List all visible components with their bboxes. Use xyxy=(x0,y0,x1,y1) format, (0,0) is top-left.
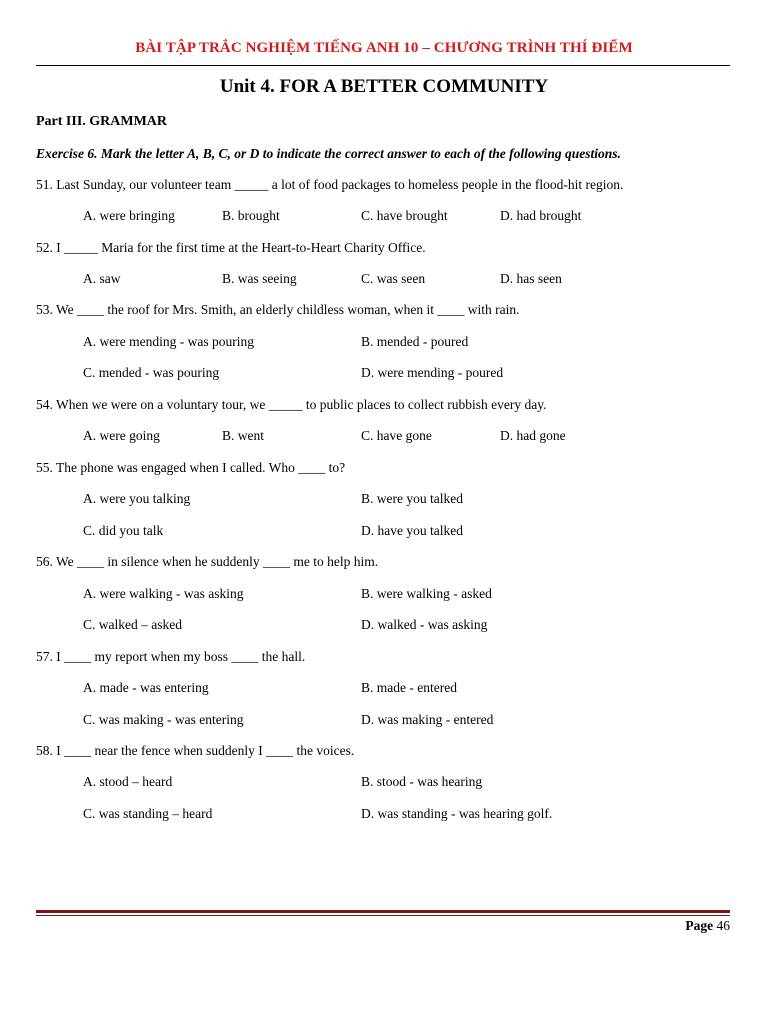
option-57-b: B. made - entered xyxy=(361,680,457,695)
option-54-d: D. had gone xyxy=(500,428,566,443)
exercise-instruction: Exercise 6. Mark the letter A, B, C, or D to indicate the correct answer to each of the following questions. xyxy=(36,146,621,161)
option-52-b: B. was seeing xyxy=(222,271,297,286)
question-54: 54. When we were on a voluntary tour, we _____ to public places to collect rubbish every day. xyxy=(36,397,547,412)
option-56-c: C. walked – asked xyxy=(83,617,182,632)
question-56: 56. We ____ in silence when he suddenly ____ me to help him. xyxy=(36,554,379,569)
option-52-c: C. was seen xyxy=(361,271,426,286)
option-57-d: D. was making - entered xyxy=(361,712,494,727)
question-51: 51. Last Sunday, our volunteer team _____ a lot of food packages to homeless people in the flood-hit region. xyxy=(36,177,624,192)
option-56-d: D. walked - was asking xyxy=(361,617,488,632)
option-56-b: B. were walking - asked xyxy=(361,586,492,601)
option-58-a: A. stood – heard xyxy=(83,774,173,789)
option-53-a: A. were mending - was pouring xyxy=(83,334,254,349)
option-58-c: C. was standing – heard xyxy=(83,806,213,821)
page-number: 46 xyxy=(716,918,730,933)
document-banner: BÀI TẬP TRẮC NGHIỆM TIẾNG ANH 10 – CHƯƠNG TRÌNH THÍ ĐIỂM xyxy=(135,40,633,56)
option-51-d: D. had brought xyxy=(500,208,582,223)
option-57-c: C. was making - was entering xyxy=(83,712,244,727)
option-54-c: C. have gone xyxy=(361,428,432,443)
option-55-c: C. did you talk xyxy=(83,523,164,538)
option-52-a: A. saw xyxy=(83,271,121,286)
option-53-b: B. mended - poured xyxy=(361,334,469,349)
option-51-c: C. have brought xyxy=(361,208,448,223)
question-58: 58. I ____ near the fence when suddenly I ____ the voices. xyxy=(36,743,355,758)
part-title: Part III. GRAMMAR xyxy=(36,114,168,129)
option-58-d: D. was standing - was hearing golf. xyxy=(361,806,553,821)
option-52-d: D. has seen xyxy=(500,271,562,286)
option-56-a: A. were walking - was asking xyxy=(83,586,244,601)
unit-title: Unit 4. FOR A BETTER COMMUNITY xyxy=(219,76,549,97)
option-54-a: A. were going xyxy=(83,428,160,443)
question-57: 57. I ____ my report when my boss ____ the hall. xyxy=(36,649,306,664)
option-51-a: A. were bringing xyxy=(83,208,175,223)
option-54-b: B. went xyxy=(222,428,264,443)
option-55-b: B. were you talked xyxy=(361,491,463,506)
question-55: 55. The phone was engaged when I called. Who ____ to? xyxy=(36,460,346,475)
question-52: 52. I _____ Maria for the first time at the Heart-to-Heart Charity Office. xyxy=(36,240,426,255)
option-58-b: B. stood - was hearing xyxy=(361,774,483,789)
page-label: Page xyxy=(685,918,714,933)
question-53: 53. We ____ the roof for Mrs. Smith, an elderly childless woman, when it ____ with rain. xyxy=(36,302,520,317)
option-51-b: B. brought xyxy=(222,208,280,223)
footer-rule-thick xyxy=(36,910,730,913)
option-55-d: D. have you talked xyxy=(361,523,463,538)
option-53-d: D. were mending - poured xyxy=(361,365,504,380)
footer-rule-thin xyxy=(36,915,730,916)
header-rule xyxy=(36,65,730,66)
option-53-c: C. mended - was pouring xyxy=(83,365,220,380)
option-57-a: A. made - was entering xyxy=(83,680,209,695)
option-55-a: A. were you talking xyxy=(83,491,191,506)
page-footer xyxy=(685,918,730,934)
